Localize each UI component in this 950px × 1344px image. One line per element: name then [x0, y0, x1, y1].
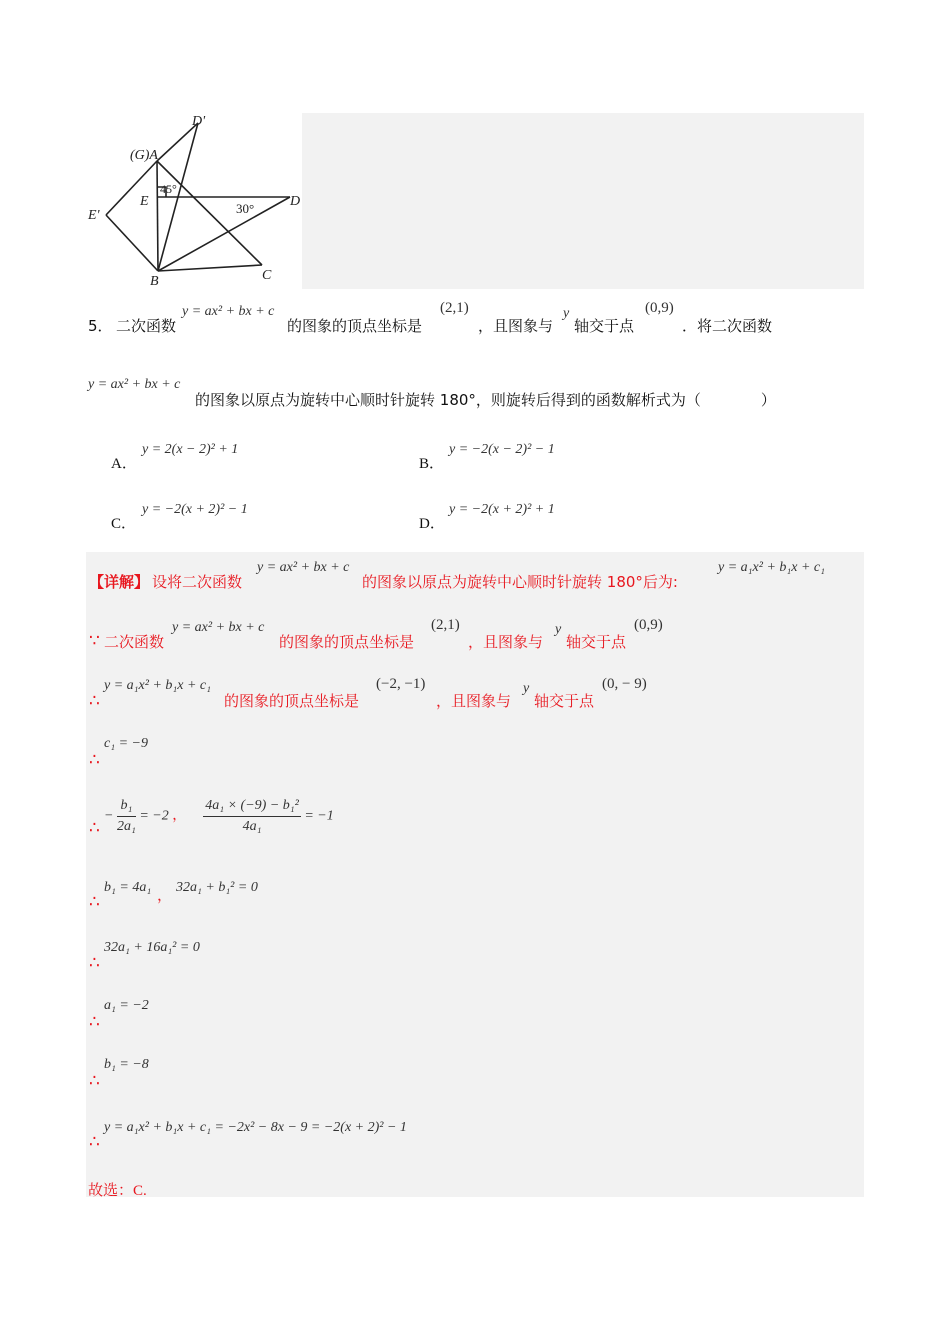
therefore-symbol: ∴ — [89, 892, 100, 912]
geometry-diagram — [86, 113, 302, 289]
segment-AB — [157, 161, 158, 271]
question-number: 5． — [88, 317, 113, 335]
label-D-prime: D' — [192, 114, 206, 129]
fraction-1 — [117, 798, 136, 835]
solution-line3-c: 轴交于点 — [534, 692, 595, 710]
solution-line3-y: y — [523, 681, 530, 696]
option-b-expr[interactable]: y = −2(x − 2)² − 1 — [449, 442, 555, 457]
question-intro: 二次函数 — [116, 317, 177, 335]
label-45: 45° — [160, 182, 177, 196]
solution-line2-y: y — [555, 622, 562, 637]
option-c-label[interactable]: C． — [111, 516, 137, 532]
segment-AE-prime — [106, 161, 157, 215]
frac1-prefix: − — [104, 808, 114, 824]
frac2-denominator: 4a₁ — [242, 819, 262, 834]
solution-line1-eq: y = ax² + bx + c — [257, 560, 350, 575]
label-E: E — [140, 194, 149, 209]
segment-BD — [158, 197, 290, 271]
option-a-expr[interactable]: y = 2(x − 2)² + 1 — [142, 442, 239, 457]
frac1-rhs: = −2 — [139, 808, 169, 824]
label-30: 30° — [236, 201, 255, 216]
therefore-symbol: ∴ — [89, 818, 100, 838]
option-b-label[interactable]: B． — [419, 456, 445, 472]
solution-line1-a: 设将二次函数 — [152, 573, 243, 591]
option-c-expr[interactable]: y = −2(x + 2)² − 1 — [142, 502, 248, 517]
solution-line2-vertex: (2,1) — [431, 617, 460, 633]
solution-tag: 【详解】 — [89, 573, 150, 591]
solution-line9: b₁ = −8 — [104, 1057, 149, 1072]
question-vertex: (2,1) — [440, 300, 469, 316]
solution-line3-eq: y = a₁x² + b₁x + c₁ — [104, 678, 211, 693]
solution-line5 — [104, 798, 334, 835]
solution-line10: y = a₁x² + b₁x + c₁ = −2x² − 8x − 9 = −2(x + 2)² − 1 — [104, 1120, 407, 1135]
solution-line2-d: 轴交于点 — [566, 633, 627, 651]
solution-line4: c₁ = −9 — [104, 736, 148, 751]
solution-line6-a: b₁ = 4a₁ — [104, 880, 152, 895]
question-rotate-text: 的图象以原点为旋转中心顺时针旋转 180°，则旋转后得到的函数解析式为（ ） — [195, 391, 776, 409]
question-equation: y = ax² + bx + c — [182, 304, 275, 319]
label-C: C — [262, 268, 272, 283]
frac1-denominator: 2a₁ — [116, 819, 136, 834]
therefore-symbol: ∴ — [89, 953, 100, 973]
label-B: B — [150, 274, 159, 289]
solution-line1-eq2: y = a₁x² + b₁x + c₁ — [718, 560, 825, 575]
solution-line3-vertex: (−2, −1) — [376, 676, 426, 692]
therefore-symbol: ∴ — [89, 1071, 100, 1091]
frac1-numerator: b₁ — [117, 798, 136, 817]
option-a-label[interactable]: A． — [111, 456, 137, 472]
solution-line6-sep: ， — [157, 886, 173, 904]
solution-line3-b: ，且图象与 — [436, 692, 512, 710]
option-d-expr[interactable]: y = −2(x + 2)² + 1 — [449, 502, 555, 517]
label-D: D — [290, 194, 301, 209]
question-vertex-text: 的图象的顶点坐标是 — [287, 317, 423, 335]
segment-BC — [158, 265, 262, 271]
therefore-symbol: ∴ — [89, 750, 100, 770]
fraction-2 — [203, 798, 301, 835]
solution-line2-a: 二次函数 — [104, 633, 165, 651]
solution-line6-b: 32a₁ + b₁² = 0 — [176, 880, 258, 895]
question-intersect-text: 轴交于点 — [574, 317, 635, 335]
question-y-point: (0,9) — [645, 300, 674, 316]
frac2-rhs: = −1 — [304, 808, 334, 824]
solution-line3-a: 的图象的顶点坐标是 — [224, 692, 360, 710]
question-equation-2: y = ax² + bx + c — [88, 377, 181, 392]
solution-line8: a₁ = −2 — [104, 998, 149, 1013]
because-symbol: ∵ — [89, 631, 100, 651]
solution-line2-point: (0,9) — [634, 617, 663, 633]
frac-separator: ， — [172, 808, 187, 824]
label-E-prime: E' — [88, 208, 100, 223]
solution-line3-point: (0, − 9) — [602, 676, 647, 692]
therefore-symbol: ∴ — [89, 1132, 100, 1152]
question-and-text: ，且图象与 — [478, 317, 554, 335]
therefore-symbol: ∴ — [89, 1012, 100, 1032]
question-rotate-intro: ．将二次函数 — [682, 317, 773, 335]
figure-panel — [86, 113, 864, 289]
therefore-symbol: ∴ — [89, 691, 100, 711]
geometry-figure — [86, 113, 302, 289]
segment-E-prime-B — [106, 215, 158, 271]
solution-line7: 32a₁ + 16a₁² = 0 — [104, 940, 200, 955]
solution-line1-b: 的图象以原点为旋转中心顺时针旋转 180°后为: — [362, 573, 678, 591]
solution-line2-c: ，且图象与 — [468, 633, 544, 651]
solution-answer: 故选：C. — [88, 1183, 147, 1199]
frac2-numerator: 4a₁ × (−9) − b₁² — [203, 798, 301, 817]
solution-line2-eq: y = ax² + bx + c — [172, 620, 265, 635]
label-GA: (G)A — [130, 148, 158, 163]
option-d-label[interactable]: D． — [419, 516, 445, 532]
question-y-axis: y — [563, 306, 570, 321]
solution-line2-b: 的图象的顶点坐标是 — [279, 633, 415, 651]
